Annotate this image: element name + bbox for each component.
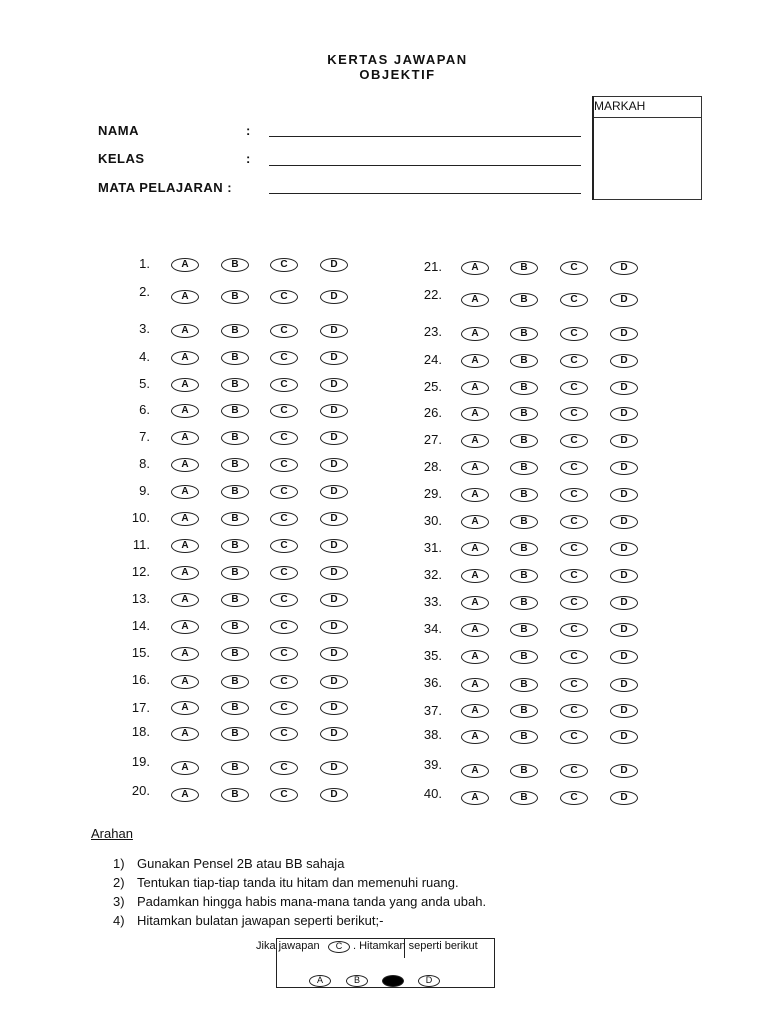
answer-bubble-28-a[interactable]: A: [461, 461, 489, 475]
answer-bubble-39-c[interactable]: C: [560, 764, 588, 778]
answer-bubble-12-b[interactable]: B: [221, 566, 249, 580]
answer-bubble-38-a[interactable]: A: [461, 730, 489, 744]
answer-bubble-29-c[interactable]: C: [560, 488, 588, 502]
answer-bubble-32-d[interactable]: D: [610, 569, 638, 583]
answer-bubble-6-b[interactable]: B: [221, 404, 249, 418]
answer-bubble-2-d[interactable]: D: [320, 290, 348, 304]
answer-bubble-12-d[interactable]: D: [320, 566, 348, 580]
answer-bubble-10-c[interactable]: C: [270, 512, 298, 526]
answer-bubble-7-b[interactable]: B: [221, 431, 249, 445]
answer-bubble-15-c[interactable]: C: [270, 647, 298, 661]
answer-bubble-14-d[interactable]: D: [320, 620, 348, 634]
question-number-35: 35.: [423, 648, 442, 663]
answer-bubble-39-b[interactable]: B: [510, 764, 538, 778]
answer-bubble-6-a[interactable]: A: [171, 404, 199, 418]
answer-bubble-18-c[interactable]: C: [270, 727, 298, 741]
answer-bubble-21-a[interactable]: A: [461, 261, 489, 275]
example-left-text: Jika jawapan: [256, 940, 320, 952]
answer-bubble-32-b[interactable]: B: [510, 569, 538, 583]
field-nama-colon: :: [246, 123, 251, 138]
answer-bubble-5-b[interactable]: B: [221, 378, 249, 392]
answer-bubble-8-d[interactable]: D: [320, 458, 348, 472]
question-number-39: 39.: [423, 757, 442, 772]
question-number-14: 14.: [131, 618, 150, 633]
answer-bubble-35-c[interactable]: C: [560, 650, 588, 664]
answer-bubble-30-c[interactable]: C: [560, 515, 588, 529]
instruction-4-num: 4): [113, 913, 125, 928]
answer-bubble-39-d[interactable]: D: [610, 764, 638, 778]
answer-bubble-14-a[interactable]: A: [171, 620, 199, 634]
answer-bubble-31-a[interactable]: A: [461, 542, 489, 556]
answer-bubble-27-a[interactable]: A: [461, 434, 489, 448]
answer-bubble-4-c[interactable]: C: [270, 351, 298, 365]
markah-box: [592, 96, 702, 200]
answer-bubble-1-a[interactable]: A: [171, 258, 199, 272]
example-bubble-b: B: [346, 975, 368, 987]
answer-bubble-4-b[interactable]: B: [221, 351, 249, 365]
answer-bubble-12-c[interactable]: C: [270, 566, 298, 580]
answer-bubble-40-d[interactable]: D: [610, 791, 638, 805]
question-number-15: 15.: [131, 645, 150, 660]
answer-bubble-13-d[interactable]: D: [320, 593, 348, 607]
answer-bubble-10-a[interactable]: A: [171, 512, 199, 526]
answer-bubble-9-b[interactable]: B: [221, 485, 249, 499]
question-number-31: 31.: [423, 540, 442, 555]
example-right-text: . Hitamkan seperti berikut: [353, 940, 478, 952]
answer-bubble-16-d[interactable]: D: [320, 675, 348, 689]
answer-bubble-3-a[interactable]: A: [171, 324, 199, 338]
question-number-40: 40.: [423, 786, 442, 801]
answer-bubble-13-a[interactable]: A: [171, 593, 199, 607]
example-bubble-c-filled: [382, 975, 404, 987]
answer-bubble-37-d[interactable]: D: [610, 704, 638, 718]
answer-bubble-25-d[interactable]: D: [610, 381, 638, 395]
question-number-33: 33.: [423, 594, 442, 609]
answer-bubble-35-b[interactable]: B: [510, 650, 538, 664]
answer-bubble-4-d[interactable]: D: [320, 351, 348, 365]
instruction-4-text: Hitamkan bulatan jawapan seperti berikut;-: [137, 913, 384, 928]
answer-bubble-33-d[interactable]: D: [610, 596, 638, 610]
answer-bubble-40-a[interactable]: A: [461, 791, 489, 805]
answer-bubble-17-d[interactable]: D: [320, 701, 348, 715]
answer-bubble-30-a[interactable]: A: [461, 515, 489, 529]
answer-bubble-38-d[interactable]: D: [610, 730, 638, 744]
answer-bubble-25-a[interactable]: A: [461, 381, 489, 395]
answer-bubble-8-a[interactable]: A: [171, 458, 199, 472]
question-number-6: 6.: [139, 402, 150, 417]
answer-bubble-19-b[interactable]: B: [221, 761, 249, 775]
answer-bubble-22-b[interactable]: B: [510, 293, 538, 307]
answer-bubble-32-c[interactable]: C: [560, 569, 588, 583]
example-bubble-d: D: [418, 975, 440, 987]
answer-bubble-30-d[interactable]: D: [610, 515, 638, 529]
answer-bubble-37-c[interactable]: C: [560, 704, 588, 718]
answer-bubble-16-c[interactable]: C: [270, 675, 298, 689]
answer-bubble-29-a[interactable]: A: [461, 488, 489, 502]
question-number-8: 8.: [139, 456, 150, 471]
answer-bubble-16-b[interactable]: B: [221, 675, 249, 689]
answer-bubble-9-a[interactable]: A: [171, 485, 199, 499]
answer-bubble-24-c[interactable]: C: [560, 354, 588, 368]
instruction-3-text: Padamkan hingga habis mana-mana tanda yang anda ubah.: [137, 894, 487, 909]
answer-bubble-34-a[interactable]: A: [461, 623, 489, 637]
answer-bubble-11-b[interactable]: B: [221, 539, 249, 553]
question-number-18: 18.: [131, 724, 150, 739]
question-number-26: 26.: [423, 405, 442, 420]
answer-bubble-26-a[interactable]: A: [461, 407, 489, 421]
answer-bubble-1-d[interactable]: D: [320, 258, 348, 272]
answer-bubble-18-b[interactable]: B: [221, 727, 249, 741]
answer-bubble-23-d[interactable]: D: [610, 327, 638, 341]
answer-bubble-35-a[interactable]: A: [461, 650, 489, 664]
instruction-1-num: 1): [113, 856, 125, 871]
answer-bubble-20-d[interactable]: D: [320, 788, 348, 802]
question-number-25: 25.: [423, 379, 442, 394]
question-number-1: 1.: [139, 256, 150, 271]
answer-bubble-13-b[interactable]: B: [221, 593, 249, 607]
answer-bubble-24-d[interactable]: D: [610, 354, 638, 368]
answer-bubble-26-d[interactable]: D: [610, 407, 638, 421]
answer-bubble-31-d[interactable]: D: [610, 542, 638, 556]
question-number-28: 28.: [423, 459, 442, 474]
question-number-13: 13.: [131, 591, 150, 606]
answer-bubble-33-c[interactable]: C: [560, 596, 588, 610]
answer-bubble-27-b[interactable]: B: [510, 434, 538, 448]
arahan-title: Arahan: [91, 826, 133, 841]
answer-bubble-18-a[interactable]: A: [171, 727, 199, 741]
answer-bubble-30-b[interactable]: B: [510, 515, 538, 529]
instruction-2-text: Tentukan tiap-tiap tanda itu hitam dan memenuhi ruang.: [137, 875, 459, 890]
instruction-1-text: Gunakan Pensel 2B atau BB sahaja: [137, 856, 345, 871]
answer-bubble-14-b[interactable]: B: [221, 620, 249, 634]
question-number-36: 36.: [423, 675, 442, 690]
answer-bubble-19-d[interactable]: D: [320, 761, 348, 775]
title-line-1: KERTAS JAWAPAN: [327, 52, 468, 67]
markah-label: MARKAH: [593, 97, 701, 118]
question-number-32: 32.: [423, 567, 442, 582]
answer-bubble-9-d[interactable]: D: [320, 485, 348, 499]
answer-bubble-1-c[interactable]: C: [270, 258, 298, 272]
answer-bubble-18-d[interactable]: D: [320, 727, 348, 741]
answer-bubble-19-c[interactable]: C: [270, 761, 298, 775]
answer-bubble-27-d[interactable]: D: [610, 434, 638, 448]
answer-bubble-8-c[interactable]: C: [270, 458, 298, 472]
answer-bubble-15-b[interactable]: B: [221, 647, 249, 661]
question-number-11: 11.: [132, 537, 150, 552]
answer-bubble-3-c[interactable]: C: [270, 324, 298, 338]
answer-bubble-40-b[interactable]: B: [510, 791, 538, 805]
example-circled-option: C: [328, 941, 350, 953]
answer-bubble-35-d[interactable]: D: [610, 650, 638, 664]
field-kelas-colon: :: [246, 151, 251, 166]
field-nama-line[interactable]: [269, 136, 581, 137]
answer-bubble-34-d[interactable]: D: [610, 623, 638, 637]
answer-bubble-3-d[interactable]: D: [320, 324, 348, 338]
answer-bubble-6-d[interactable]: D: [320, 404, 348, 418]
question-number-4: 4.: [139, 349, 150, 364]
answer-bubble-32-a[interactable]: A: [461, 569, 489, 583]
answer-bubble-17-c[interactable]: C: [270, 701, 298, 715]
answer-bubble-14-c[interactable]: C: [270, 620, 298, 634]
question-number-5: 5.: [139, 376, 150, 391]
question-number-19: 19.: [131, 754, 150, 769]
field-kelas-line[interactable]: [269, 165, 581, 166]
answer-bubble-24-b[interactable]: B: [510, 354, 538, 368]
instruction-3-num: 3): [113, 894, 125, 909]
question-number-22: 22.: [423, 287, 442, 302]
question-number-37: 37.: [423, 703, 442, 718]
answer-bubble-3-b[interactable]: B: [221, 324, 249, 338]
answer-bubble-36-a[interactable]: A: [461, 678, 489, 692]
question-number-30: 30.: [423, 513, 442, 528]
question-number-21: 21.: [423, 259, 442, 274]
answer-bubble-6-c[interactable]: C: [270, 404, 298, 418]
answer-bubble-36-b[interactable]: B: [510, 678, 538, 692]
field-kelas-label: KELAS: [98, 151, 145, 166]
instruction-2-num: 2): [113, 875, 125, 890]
question-number-23: 23.: [423, 324, 442, 339]
answer-bubble-5-c[interactable]: C: [270, 378, 298, 392]
markah-box-edge: [592, 96, 594, 200]
answer-bubble-23-b[interactable]: B: [510, 327, 538, 341]
answer-bubble-1-b[interactable]: B: [221, 258, 249, 272]
answer-bubble-17-a[interactable]: A: [171, 701, 199, 715]
answer-bubble-10-b[interactable]: B: [221, 512, 249, 526]
answer-bubble-23-a[interactable]: A: [461, 327, 489, 341]
answer-bubble-7-d[interactable]: D: [320, 431, 348, 445]
answer-bubble-23-c[interactable]: C: [560, 327, 588, 341]
question-number-10: 10.: [131, 510, 150, 525]
question-number-38: 38.: [423, 727, 442, 742]
answer-bubble-8-b[interactable]: B: [221, 458, 249, 472]
question-number-17: 17.: [131, 700, 150, 715]
answer-bubble-25-b[interactable]: B: [510, 381, 538, 395]
answer-bubble-28-d[interactable]: D: [610, 461, 638, 475]
field-nama-label: NAMA: [98, 123, 139, 138]
answer-bubble-17-b[interactable]: B: [221, 701, 249, 715]
answer-bubble-37-b[interactable]: B: [510, 704, 538, 718]
question-number-27: 27.: [423, 432, 442, 447]
question-number-12: 12.: [131, 564, 150, 579]
answer-bubble-39-a[interactable]: A: [461, 764, 489, 778]
answer-bubble-9-c[interactable]: C: [270, 485, 298, 499]
question-number-16: 16.: [131, 672, 150, 687]
answer-bubble-5-a[interactable]: A: [171, 378, 199, 392]
question-number-29: 29.: [423, 486, 442, 501]
answer-bubble-25-c[interactable]: C: [560, 381, 588, 395]
answer-bubble-33-b[interactable]: B: [510, 596, 538, 610]
answer-bubble-31-b[interactable]: B: [510, 542, 538, 556]
answer-bubble-19-a[interactable]: A: [171, 761, 199, 775]
answer-bubble-26-b[interactable]: B: [510, 407, 538, 421]
answer-bubble-36-d[interactable]: D: [610, 678, 638, 692]
field-mata-pelajaran-line[interactable]: [269, 193, 581, 194]
question-number-3: 3.: [139, 321, 150, 336]
answer-bubble-20-c[interactable]: C: [270, 788, 298, 802]
answer-bubble-11-c[interactable]: C: [270, 539, 298, 553]
answer-bubble-7-a[interactable]: A: [171, 431, 199, 445]
answer-bubble-34-b[interactable]: B: [510, 623, 538, 637]
answer-bubble-10-d[interactable]: D: [320, 512, 348, 526]
answer-bubble-2-b[interactable]: B: [221, 290, 249, 304]
answer-bubble-26-c[interactable]: C: [560, 407, 588, 421]
answer-bubble-31-c[interactable]: C: [560, 542, 588, 556]
answer-bubble-37-a[interactable]: A: [461, 704, 489, 718]
answer-bubble-22-a[interactable]: A: [461, 293, 489, 307]
question-number-9: 9.: [139, 483, 150, 498]
answer-bubble-38-b[interactable]: B: [510, 730, 538, 744]
field-mata-pelajaran-label: MATA PELAJARAN :: [98, 180, 233, 195]
answer-bubble-20-a[interactable]: A: [171, 788, 199, 802]
answer-bubble-2-a[interactable]: A: [171, 290, 199, 304]
answer-bubble-2-c[interactable]: C: [270, 290, 298, 304]
answer-bubble-28-c[interactable]: C: [560, 461, 588, 475]
answer-bubble-20-b[interactable]: B: [221, 788, 249, 802]
answer-bubble-22-c[interactable]: C: [560, 293, 588, 307]
answer-bubble-21-d[interactable]: D: [610, 261, 638, 275]
answer-bubble-12-a[interactable]: A: [171, 566, 199, 580]
answer-bubble-22-d[interactable]: D: [610, 293, 638, 307]
answer-bubble-38-c[interactable]: C: [560, 730, 588, 744]
answer-bubble-34-c[interactable]: C: [560, 623, 588, 637]
answer-bubble-13-c[interactable]: C: [270, 593, 298, 607]
question-number-24: 24.: [423, 352, 442, 367]
title-line-2: OBJEKTIF: [359, 67, 436, 82]
example-bubble-a: A: [309, 975, 331, 987]
answer-bubble-40-c[interactable]: C: [560, 791, 588, 805]
answer-bubble-5-d[interactable]: D: [320, 378, 348, 392]
answer-bubble-21-c[interactable]: C: [560, 261, 588, 275]
answer-bubble-36-c[interactable]: C: [560, 678, 588, 692]
answer-bubble-29-d[interactable]: D: [610, 488, 638, 502]
question-number-2: 2.: [139, 284, 150, 299]
answer-bubble-15-a[interactable]: A: [171, 647, 199, 661]
answer-bubble-27-c[interactable]: C: [560, 434, 588, 448]
answer-bubble-11-a[interactable]: A: [171, 539, 199, 553]
answer-bubble-29-b[interactable]: B: [510, 488, 538, 502]
answer-bubble-33-a[interactable]: A: [461, 596, 489, 610]
question-number-7: 7.: [139, 429, 150, 444]
question-number-34: 34.: [423, 621, 442, 636]
answer-bubble-4-a[interactable]: A: [171, 351, 199, 365]
answer-bubble-28-b[interactable]: B: [510, 461, 538, 475]
answer-bubble-16-a[interactable]: A: [171, 675, 199, 689]
answer-bubble-11-d[interactable]: D: [320, 539, 348, 553]
answer-bubble-24-a[interactable]: A: [461, 354, 489, 368]
answer-bubble-7-c[interactable]: C: [270, 431, 298, 445]
answer-bubble-21-b[interactable]: B: [510, 261, 538, 275]
question-number-20: 20.: [131, 783, 150, 798]
answer-bubble-15-d[interactable]: D: [320, 647, 348, 661]
